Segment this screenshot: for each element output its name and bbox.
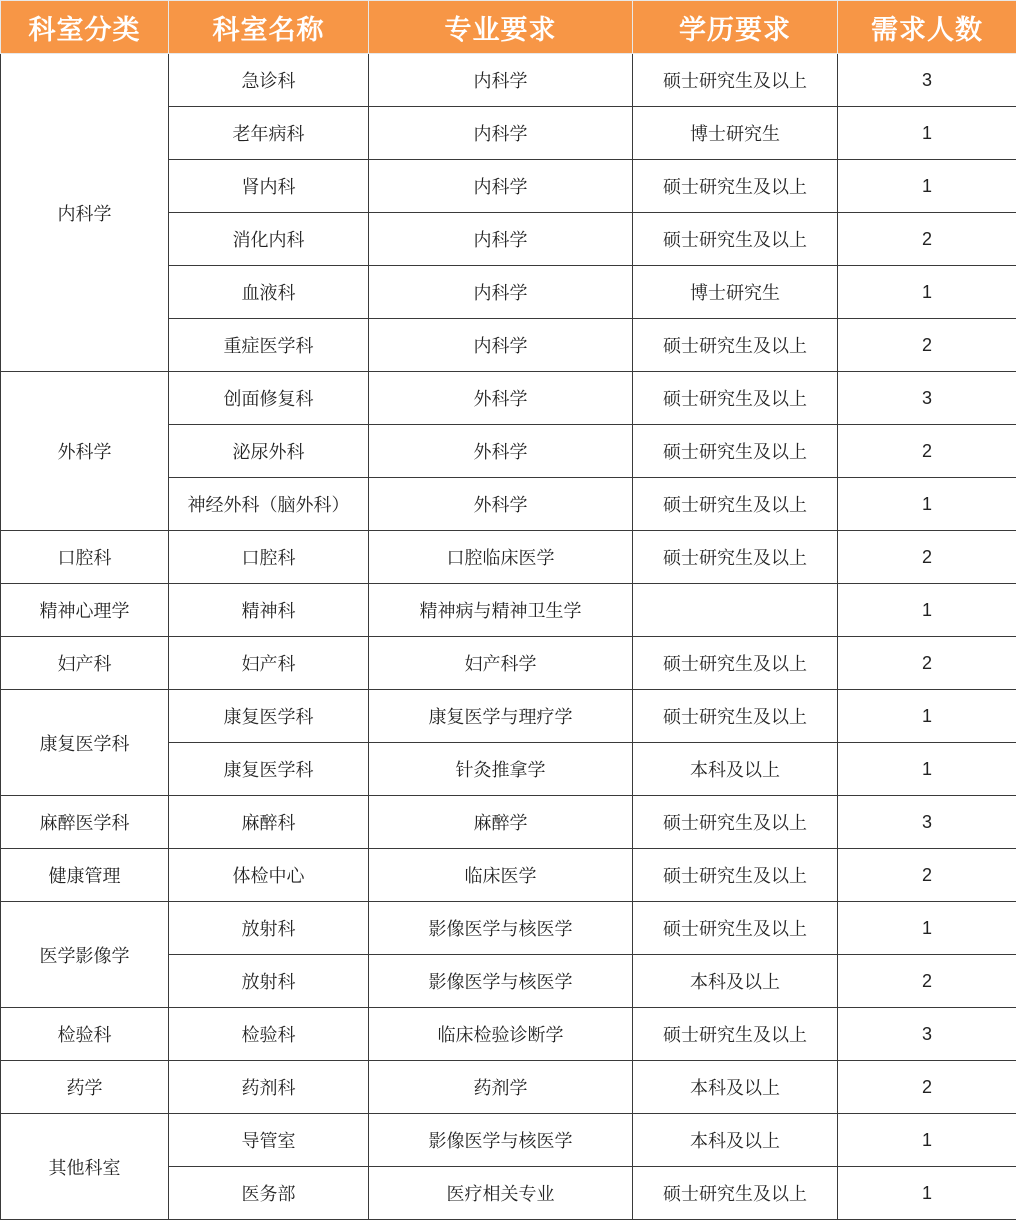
education-cell: 硕士研究生及以上 (633, 796, 838, 849)
department-cell: 放射科 (169, 955, 369, 1008)
major-cell: 临床检验诊断学 (369, 1008, 633, 1061)
education-cell: 硕士研究生及以上 (633, 1167, 838, 1220)
count-cell: 1 (838, 266, 1016, 319)
education-cell: 本科及以上 (633, 1114, 838, 1167)
department-cell: 老年病科 (169, 107, 369, 160)
education-cell: 博士研究生 (633, 266, 838, 319)
education-cell: 硕士研究生及以上 (633, 637, 838, 690)
category-cell: 麻醉医学科 (1, 796, 169, 849)
header-major: 专业要求 (369, 1, 633, 54)
table-row (1, 54, 1016, 107)
education-cell: 本科及以上 (633, 1061, 838, 1114)
table-row (1, 372, 1016, 425)
major-cell: 内科学 (369, 160, 633, 213)
department-cell: 神经外科（脑外科） (169, 478, 369, 531)
table-row (1, 690, 1016, 743)
major-cell: 外科学 (369, 425, 633, 478)
count-cell: 2 (838, 213, 1016, 266)
major-cell: 麻醉学 (369, 796, 633, 849)
department-cell: 急诊科 (169, 54, 369, 107)
department-cell: 重症医学科 (169, 319, 369, 372)
count-cell: 1 (838, 902, 1016, 955)
department-cell: 康复医学科 (169, 690, 369, 743)
department-cell: 体检中心 (169, 849, 369, 902)
education-cell: 硕士研究生及以上 (633, 849, 838, 902)
education-cell: 硕士研究生及以上 (633, 160, 838, 213)
table-row (1, 1114, 1016, 1167)
major-cell: 妇产科学 (369, 637, 633, 690)
major-cell: 医疗相关专业 (369, 1167, 633, 1220)
count-cell: 1 (838, 690, 1016, 743)
count-cell: 3 (838, 796, 1016, 849)
table-body (1, 54, 1016, 1220)
education-cell: 硕士研究生及以上 (633, 531, 838, 584)
count-cell: 2 (838, 425, 1016, 478)
count-cell: 3 (838, 372, 1016, 425)
department-cell: 精神科 (169, 584, 369, 637)
education-cell: 硕士研究生及以上 (633, 213, 838, 266)
table-row (1, 1008, 1016, 1061)
department-cell: 康复医学科 (169, 743, 369, 796)
education-cell: 硕士研究生及以上 (633, 478, 838, 531)
category-cell: 外科学 (1, 372, 169, 531)
major-cell: 影像医学与核医学 (369, 1114, 633, 1167)
table-header (1, 1, 1016, 54)
count-cell: 2 (838, 1061, 1016, 1114)
category-cell: 其他科室 (1, 1114, 169, 1220)
department-cell: 放射科 (169, 902, 369, 955)
major-cell: 口腔临床医学 (369, 531, 633, 584)
department-cell: 检验科 (169, 1008, 369, 1061)
count-cell: 1 (838, 478, 1016, 531)
count-cell: 1 (838, 160, 1016, 213)
major-cell: 内科学 (369, 319, 633, 372)
education-cell: 本科及以上 (633, 743, 838, 796)
department-cell: 医务部 (169, 1167, 369, 1220)
count-cell: 2 (838, 319, 1016, 372)
department-cell: 导管室 (169, 1114, 369, 1167)
category-cell: 药学 (1, 1061, 169, 1114)
major-cell: 针灸推拿学 (369, 743, 633, 796)
header-category: 科室分类 (1, 1, 169, 54)
table-row (1, 584, 1016, 637)
count-cell: 2 (838, 955, 1016, 1008)
education-cell: 本科及以上 (633, 955, 838, 1008)
count-cell: 1 (838, 1114, 1016, 1167)
education-cell: 硕士研究生及以上 (633, 425, 838, 478)
category-cell: 医学影像学 (1, 902, 169, 1008)
count-cell: 2 (838, 531, 1016, 584)
count-cell: 1 (838, 1167, 1016, 1220)
category-cell: 妇产科 (1, 637, 169, 690)
department-cell: 消化内科 (169, 213, 369, 266)
category-cell: 口腔科 (1, 531, 169, 584)
department-cell: 口腔科 (169, 531, 369, 584)
category-cell: 检验科 (1, 1008, 169, 1061)
major-cell: 内科学 (369, 266, 633, 319)
education-cell: 硕士研究生及以上 (633, 902, 838, 955)
department-cell: 泌尿外科 (169, 425, 369, 478)
table-row (1, 531, 1016, 584)
education-cell: 硕士研究生及以上 (633, 1008, 838, 1061)
major-cell: 影像医学与核医学 (369, 955, 633, 1008)
count-cell: 2 (838, 849, 1016, 902)
major-cell: 药剂学 (369, 1061, 633, 1114)
department-cell: 药剂科 (169, 1061, 369, 1114)
department-cell: 创面修复科 (169, 372, 369, 425)
major-cell: 内科学 (369, 107, 633, 160)
header-row (1, 1, 1016, 54)
count-cell: 1 (838, 107, 1016, 160)
count-cell: 2 (838, 637, 1016, 690)
major-cell: 精神病与精神卫生学 (369, 584, 633, 637)
education-cell: 硕士研究生及以上 (633, 690, 838, 743)
education-cell: 硕士研究生及以上 (633, 319, 838, 372)
major-cell: 临床医学 (369, 849, 633, 902)
department-cell: 麻醉科 (169, 796, 369, 849)
major-cell: 影像医学与核医学 (369, 902, 633, 955)
table-row (1, 902, 1016, 955)
major-cell: 外科学 (369, 372, 633, 425)
major-cell: 内科学 (369, 54, 633, 107)
department-cell: 血液科 (169, 266, 369, 319)
count-cell: 1 (838, 584, 1016, 637)
table-row (1, 637, 1016, 690)
department-cell: 妇产科 (169, 637, 369, 690)
major-cell: 内科学 (369, 213, 633, 266)
header-count: 需求人数 (838, 1, 1016, 54)
category-cell: 康复医学科 (1, 690, 169, 796)
department-cell: 肾内科 (169, 160, 369, 213)
category-cell: 内科学 (1, 54, 169, 372)
education-cell (633, 584, 838, 637)
count-cell: 1 (838, 743, 1016, 796)
education-cell: 硕士研究生及以上 (633, 372, 838, 425)
education-cell: 博士研究生 (633, 107, 838, 160)
table-row (1, 1061, 1016, 1114)
header-department: 科室名称 (169, 1, 369, 54)
header-education: 学历要求 (633, 1, 838, 54)
count-cell: 3 (838, 1008, 1016, 1061)
table-row (1, 796, 1016, 849)
table-row (1, 849, 1016, 902)
major-cell: 外科学 (369, 478, 633, 531)
major-cell: 康复医学与理疗学 (369, 690, 633, 743)
category-cell: 精神心理学 (1, 584, 169, 637)
count-cell: 3 (838, 54, 1016, 107)
education-cell: 硕士研究生及以上 (633, 54, 838, 107)
category-cell: 健康管理 (1, 849, 169, 902)
